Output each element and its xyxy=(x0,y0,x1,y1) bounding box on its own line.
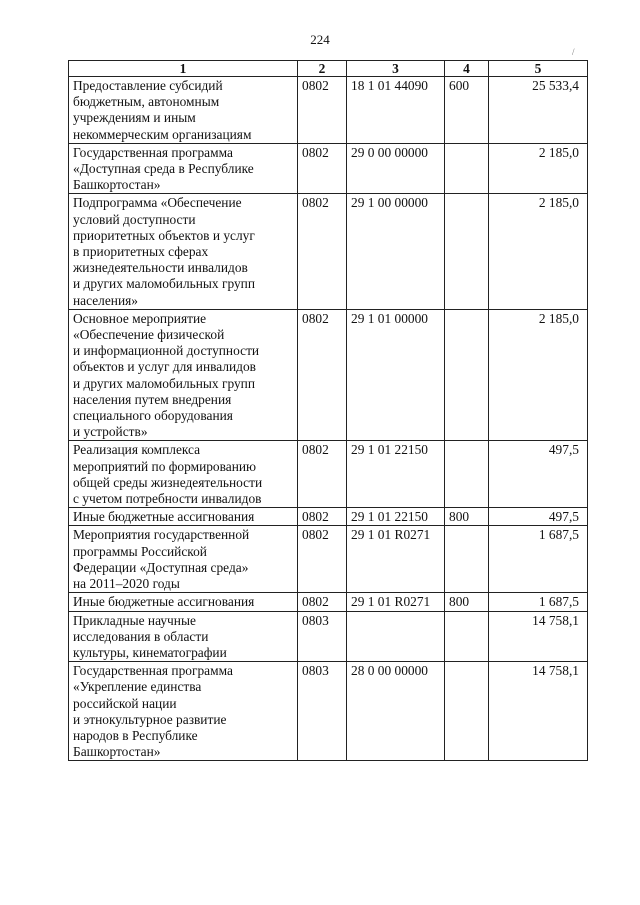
amount: 2 185,0 xyxy=(489,309,588,441)
section-code: 0802 xyxy=(298,508,347,526)
section-code: 0802 xyxy=(298,194,347,309)
column-header: 3 xyxy=(347,61,445,77)
target-article-code: 29 0 00 00000 xyxy=(347,143,445,194)
column-header: 1 xyxy=(69,61,298,77)
table-row xyxy=(69,526,588,593)
expense-type-code: 600 xyxy=(445,77,489,144)
amount: 497,5 xyxy=(489,508,588,526)
row-name: Государственная программа «Доступная среда в Республике Башкортостан» xyxy=(69,143,298,194)
expense-type-code xyxy=(445,143,489,194)
target-article-code xyxy=(347,611,445,662)
column-header: 2 xyxy=(298,61,347,77)
table-row xyxy=(69,508,588,526)
amount: 25 533,4 xyxy=(489,77,588,144)
column-header: 4 xyxy=(445,61,489,77)
section-code: 0802 xyxy=(298,593,347,611)
target-article-code: 29 1 01 22150 xyxy=(347,508,445,526)
section-code: 0803 xyxy=(298,662,347,761)
table-row xyxy=(69,309,588,441)
row-name: Государственная программа «Укрепление единства российской нации и этнокультурное развитие народов в Республике Башкортостан» xyxy=(69,662,298,761)
table-row xyxy=(69,611,588,662)
expense-type-code xyxy=(445,662,489,761)
section-code: 0802 xyxy=(298,526,347,593)
target-article-code: 29 1 00 00000 xyxy=(347,194,445,309)
expense-type-code: 800 xyxy=(445,593,489,611)
row-name: Иные бюджетные ассигнования xyxy=(69,593,298,611)
scan-speck: / xyxy=(572,47,575,57)
amount: 2 185,0 xyxy=(489,194,588,309)
target-article-code: 28 0 00 00000 xyxy=(347,662,445,761)
row-name: Подпрограмма «Обеспечение условий доступности приоритетных объектов и услуг в приоритетных сферах жизнедеятельности инвалидов и других маломобильных групп населения» xyxy=(69,194,298,309)
amount: 2 185,0 xyxy=(489,143,588,194)
target-article-code: 29 1 01 22150 xyxy=(347,441,445,508)
row-name: Иные бюджетные ассигнования xyxy=(69,508,298,526)
section-code: 0802 xyxy=(298,77,347,144)
section-code: 0802 xyxy=(298,441,347,508)
expense-type-code xyxy=(445,194,489,309)
expense-type-code xyxy=(445,309,489,441)
row-name: Прикладные научные исследования в области культуры, кинематографии xyxy=(69,611,298,662)
target-article-code: 29 1 01 00000 xyxy=(347,309,445,441)
expense-type-code xyxy=(445,611,489,662)
target-article-code: 18 1 01 44090 xyxy=(347,77,445,144)
table-row xyxy=(69,143,588,194)
column-header: 5 xyxy=(489,61,588,77)
target-article-code: 29 1 01 R0271 xyxy=(347,526,445,593)
page-number: 224 xyxy=(310,32,330,47)
row-name: Реализация комплекса мероприятий по формированию общей среды жизнедеятельности с учетом потребности инвалидов xyxy=(69,441,298,508)
target-article-code: 29 1 01 R0271 xyxy=(347,593,445,611)
amount: 1 687,5 xyxy=(489,593,588,611)
amount: 1 687,5 xyxy=(489,526,588,593)
amount: 14 758,1 xyxy=(489,662,588,761)
expense-type-code xyxy=(445,441,489,508)
row-name: Основное мероприятие «Обеспечение физической и информационной доступности объектов и услуг для инвалидов и других маломобильных групп населения путем внедрения специального оборудования и устройств» xyxy=(69,309,298,441)
table-row xyxy=(69,194,588,309)
amount: 14 758,1 xyxy=(489,611,588,662)
budget-table xyxy=(68,60,588,761)
section-code: 0802 xyxy=(298,143,347,194)
table-row xyxy=(69,662,588,761)
table-row xyxy=(69,77,588,144)
table-header-row xyxy=(69,61,588,77)
table-row xyxy=(69,593,588,611)
section-code: 0802 xyxy=(298,309,347,441)
amount: 497,5 xyxy=(489,441,588,508)
expense-type-code: 800 xyxy=(445,508,489,526)
row-name: Мероприятия государственной программы Российской Федерации «Доступная среда» на 2011–2020 годы xyxy=(69,526,298,593)
section-code: 0803 xyxy=(298,611,347,662)
row-name: Предоставление субсидий бюджетным, автономным учреждениям и иным некоммерческим организациям xyxy=(69,77,298,144)
table-row xyxy=(69,441,588,508)
expense-type-code xyxy=(445,526,489,593)
